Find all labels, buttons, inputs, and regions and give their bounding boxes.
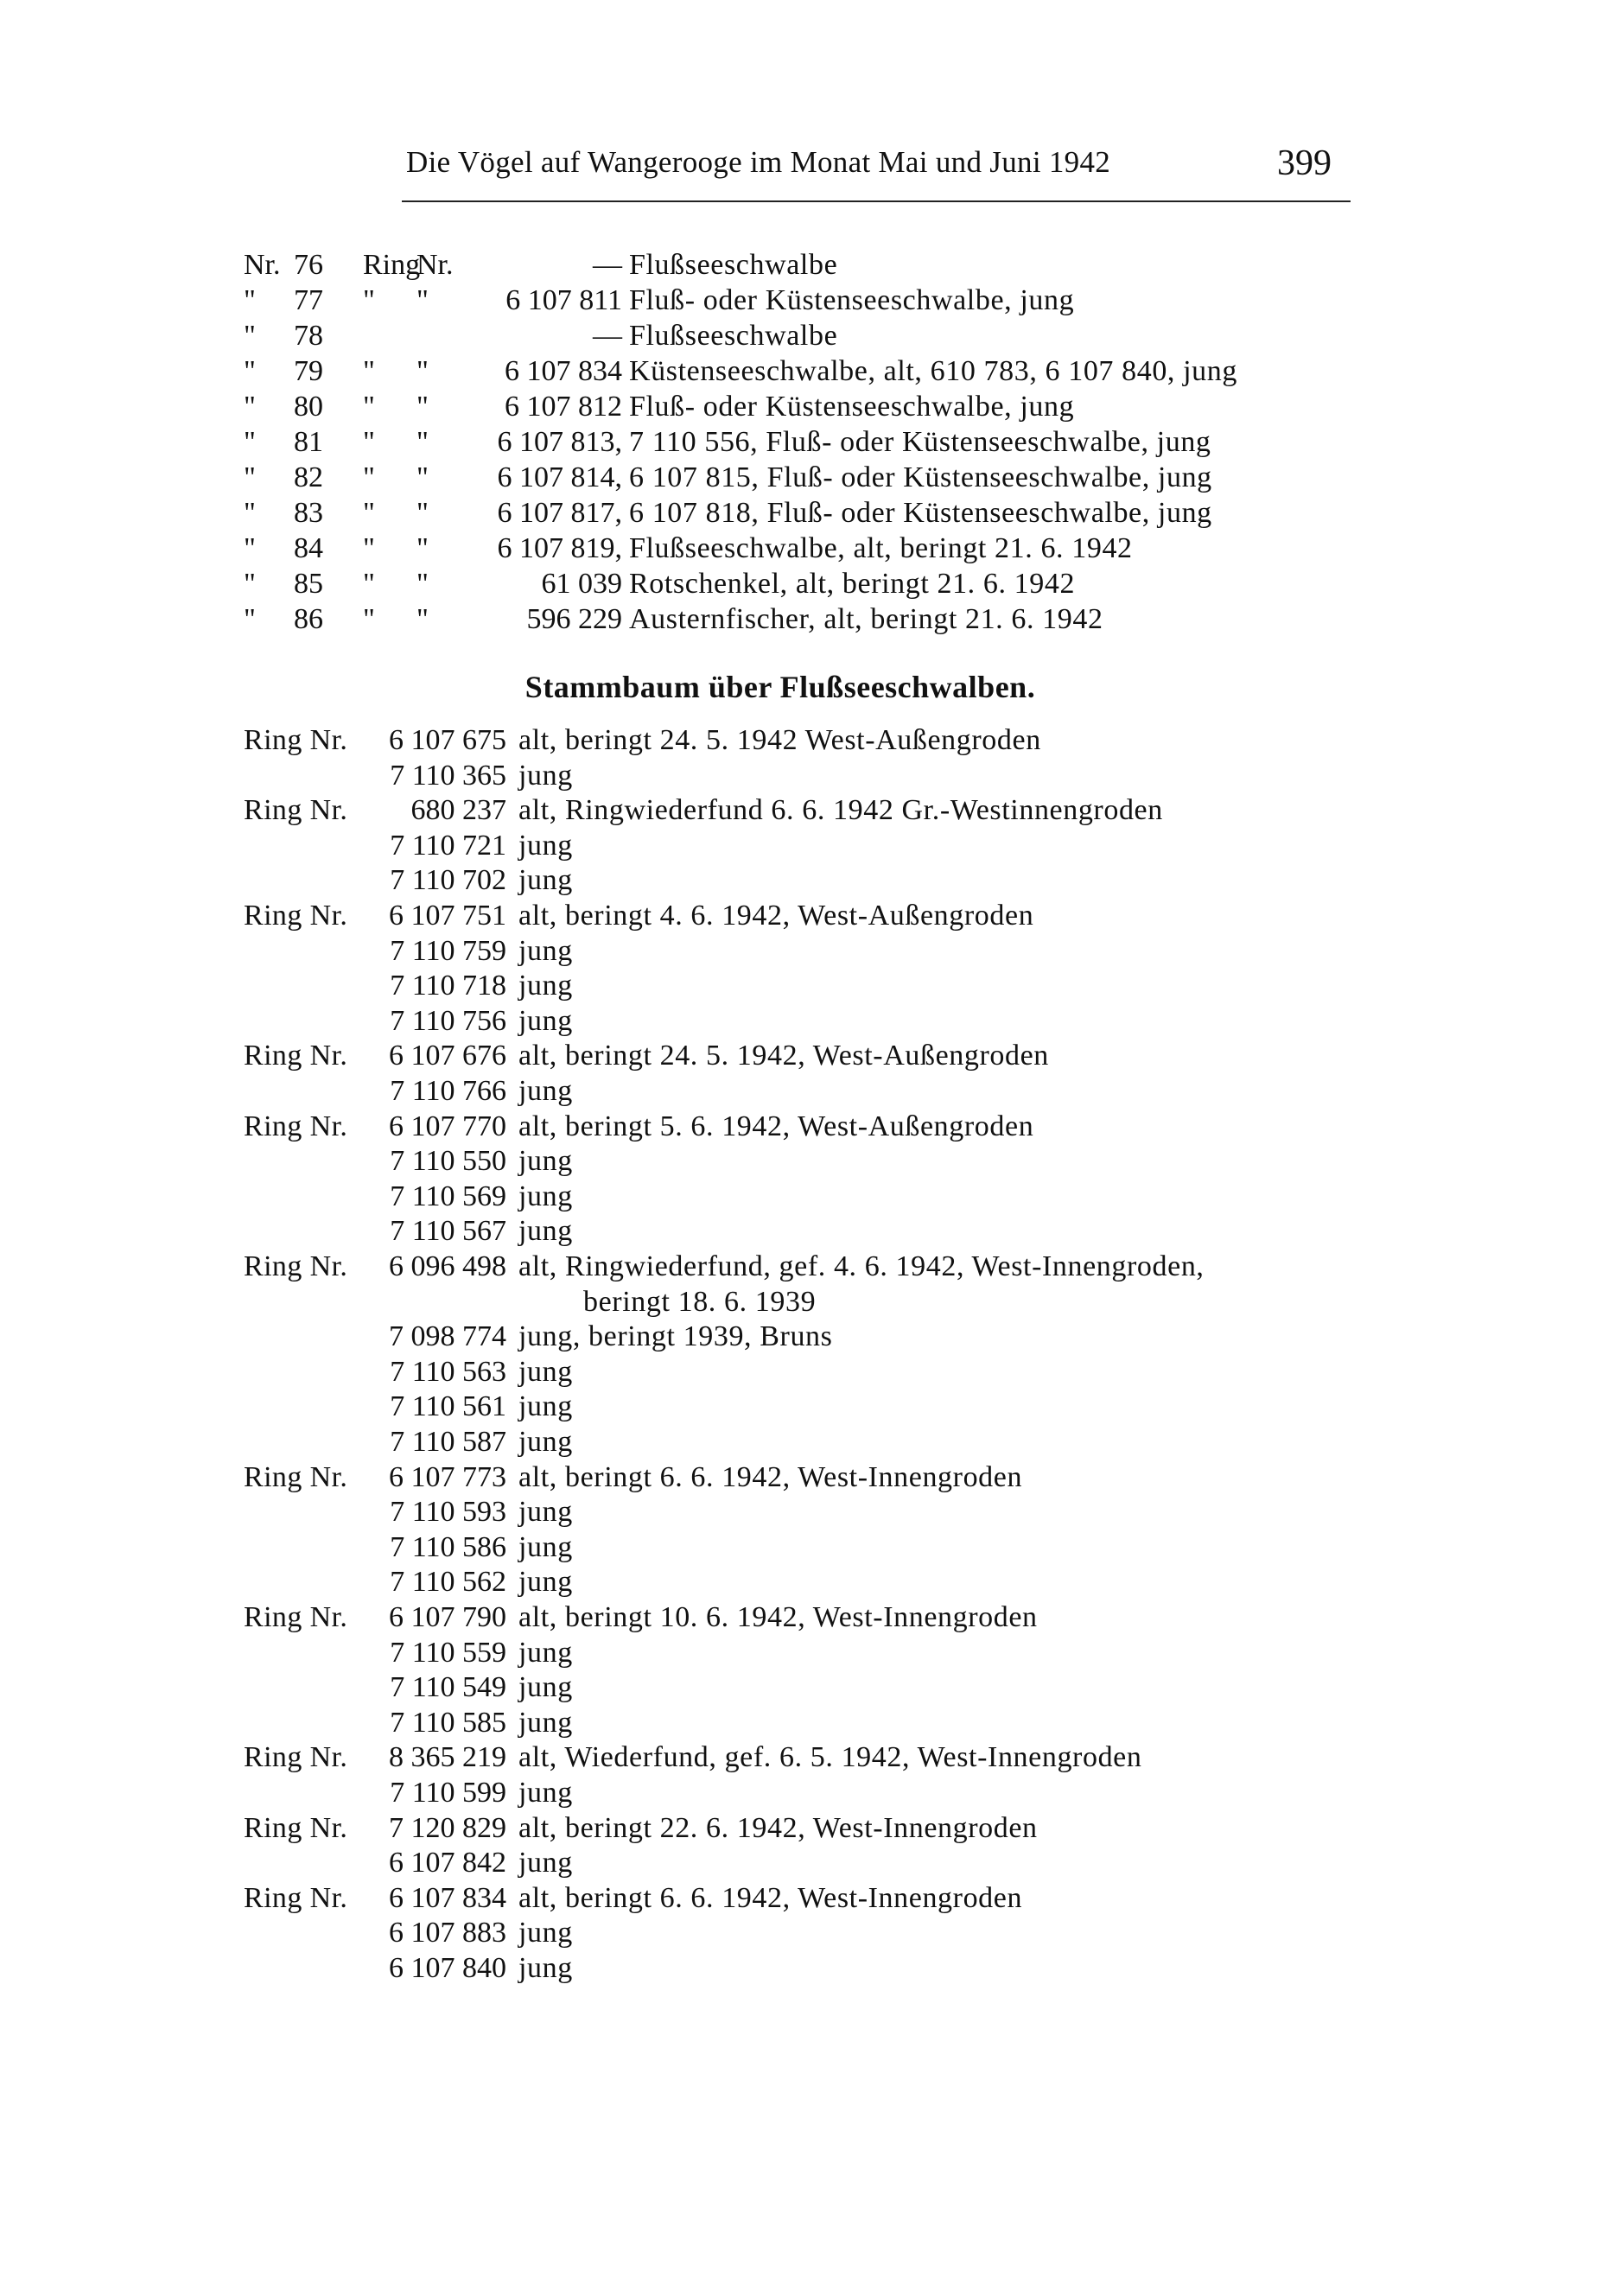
tree-note: jung [518, 1952, 573, 1984]
tree-ring-number: 8 365 219 [389, 1741, 506, 1773]
tree-ring-number: 7 110 721 [390, 830, 506, 862]
tree-ring-number: 6 107 675 [389, 724, 506, 756]
entry-ring-nr-label: " [416, 497, 429, 529]
entry-ring-label: " [363, 284, 375, 316]
entry-ring-label: Ring [363, 249, 421, 281]
tree-note: jung [518, 970, 573, 1002]
tree-note: jung [518, 1180, 573, 1212]
entry-description: Austernfischer, alt, beringt 21. 6. 1942 [629, 603, 1103, 635]
tree-ring-number: 7 110 599 [390, 1777, 506, 1809]
section-heading [0, 669, 1602, 705]
tree-ring-label: Ring Nr. [244, 794, 348, 826]
tree-note: beringt 18. 6. 1939 [583, 1286, 817, 1318]
tree-ring-number: 7 110 759 [390, 935, 506, 967]
tree-ring-number: 6 107 676 [389, 1040, 506, 1072]
tree-note: jung, beringt 1939, Bruns [518, 1320, 833, 1352]
tree-note: jung [518, 760, 573, 792]
tree-ring-number: 7 110 550 [390, 1145, 506, 1177]
entry-ring-label: " [363, 568, 375, 600]
entry-ring-label: " [363, 391, 375, 423]
tree-ring-number: 6 107 790 [389, 1601, 506, 1633]
entry-description: Flußseeschwalbe [629, 320, 838, 352]
tree-note: alt, Wiederfund, gef. 6. 5. 1942, West-Innengroden [518, 1741, 1142, 1773]
entry-prefix: " [244, 603, 256, 635]
tree-ring-number: 6 107 770 [389, 1110, 506, 1142]
tree-ring-label: Ring Nr. [244, 1110, 348, 1142]
tree-ring-number: 7 110 562 [390, 1566, 506, 1598]
entry-number: 84 [294, 532, 323, 564]
tree-ring-number: 7 110 365 [390, 760, 506, 792]
header-divider [402, 200, 1351, 202]
entry-description: Küstenseeschwalbe, alt, 610 783, 6 107 840, jung [629, 355, 1237, 387]
tree-ring-number: 6 107 840 [389, 1952, 506, 1984]
tree-ring-number: 6 107 751 [389, 900, 506, 932]
entry-ring-nr-label: " [416, 603, 429, 635]
tree-ring-label: Ring Nr. [244, 1461, 348, 1493]
entry-ring-code: 6 107 817, [497, 497, 622, 529]
entry-ring-label: " [363, 497, 375, 529]
tree-note: jung [518, 935, 573, 967]
tree-note: jung [518, 1215, 573, 1247]
entry-ring-label: " [363, 461, 375, 493]
tree-note: alt, beringt 6. 6. 1942, West-Innengroden [518, 1882, 1023, 1914]
tree-note: jung [518, 1145, 573, 1177]
entry-ring-label: " [363, 355, 375, 387]
entry-prefix: Nr. [244, 249, 281, 281]
tree-ring-number: 6 107 834 [389, 1882, 506, 1914]
entry-description: Flußseeschwalbe [629, 249, 838, 281]
tree-note: alt, beringt 24. 5. 1942, West-Außengroden [518, 1040, 1049, 1072]
tree-ring-label: Ring Nr. [244, 1250, 348, 1282]
tree-ring-label: Ring Nr. [244, 1812, 348, 1844]
section-heading-text: Stammbaum über Flußseeschwalben. [524, 670, 1036, 704]
entry-prefix: " [244, 391, 256, 423]
tree-note: alt, beringt 6. 6. 1942, West-Innengroden [518, 1461, 1023, 1493]
tree-ring-number: 7 110 756 [390, 1005, 506, 1037]
tree-ring-label: Ring Nr. [244, 724, 348, 756]
tree-note: jung [518, 1356, 573, 1388]
tree-note: jung [518, 1917, 573, 1949]
entry-number: 83 [294, 497, 323, 529]
entry-description: Rotschenkel, alt, beringt 21. 6. 1942 [629, 568, 1076, 600]
tree-ring-number: 7 110 559 [390, 1637, 506, 1669]
entry-number: 76 [294, 249, 323, 281]
entry-prefix: " [244, 461, 256, 493]
entry-ring-nr-label: Nr. [416, 249, 454, 281]
entry-ring-nr-label: " [416, 461, 429, 493]
tree-ring-label: Ring Nr. [244, 1601, 348, 1633]
tree-ring-number: 6 107 842 [389, 1847, 506, 1879]
tree-note: jung [518, 1847, 573, 1879]
tree-note: jung [518, 1777, 573, 1809]
tree-note: alt, beringt 10. 6. 1942, West-Innengroden [518, 1601, 1038, 1633]
entry-description: Fluß- oder Küstenseeschwalbe, jung [629, 284, 1075, 316]
entry-prefix: " [244, 284, 256, 316]
tree-note: jung [518, 864, 573, 896]
entry-ring-code: — [593, 320, 622, 352]
entry-ring-nr-label: " [416, 391, 429, 423]
tree-note: jung [518, 1637, 573, 1669]
tree-ring-number: 6 096 498 [389, 1250, 506, 1282]
tree-note: alt, Ringwiederfund 6. 6. 1942 Gr.-Westinnengroden [518, 794, 1163, 826]
entry-ring-nr-label: " [416, 532, 429, 564]
entry-number: 77 [294, 284, 323, 316]
tree-ring-label: Ring Nr. [244, 1040, 348, 1072]
tree-note: alt, beringt 5. 6. 1942, West-Außengroden [518, 1110, 1034, 1142]
entry-number: 81 [294, 426, 323, 458]
tree-note: jung [518, 1075, 573, 1107]
tree-ring-number: 7 110 569 [390, 1180, 506, 1212]
tree-ring-number: 7 120 829 [389, 1812, 506, 1844]
entry-ring-code: 6 107 811 [505, 284, 622, 316]
tree-ring-number: 7 110 587 [390, 1426, 506, 1458]
tree-note: jung [518, 830, 573, 862]
tree-ring-number: 7 110 766 [390, 1075, 506, 1107]
entry-prefix: " [244, 532, 256, 564]
entry-ring-code: — [593, 249, 622, 281]
tree-ring-number: 7 110 549 [390, 1671, 506, 1703]
tree-ring-number: 6 107 773 [389, 1461, 506, 1493]
tree-ring-label: Ring Nr. [244, 1882, 348, 1914]
tree-note: jung [518, 1531, 573, 1563]
tree-ring-number: 680 237 [410, 794, 506, 826]
entry-ring-code: 6 107 819, [497, 532, 622, 564]
entry-ring-nr-label: " [416, 284, 429, 316]
tree-note: alt, Ringwiederfund, gef. 4. 6. 1942, West-Innengroden, [518, 1250, 1205, 1282]
tree-note: jung [518, 1426, 573, 1458]
entry-description: Fluß- oder Küstenseeschwalbe, jung [629, 391, 1075, 423]
entry-ring-code: 596 229 [526, 603, 622, 635]
tree-note: jung [518, 1496, 573, 1528]
entry-prefix: " [244, 568, 256, 600]
tree-ring-label: Ring Nr. [244, 1741, 348, 1773]
entry-number: 78 [294, 320, 323, 352]
tree-note: jung [518, 1566, 573, 1598]
entry-prefix: " [244, 497, 256, 529]
entry-ring-code: 6 107 834 [505, 355, 622, 387]
tree-ring-number: 7 110 586 [390, 1531, 506, 1563]
entry-prefix: " [244, 320, 256, 352]
tree-note: jung [518, 1671, 573, 1703]
entry-description: 6 107 818, Fluß- oder Küstenseeschwalbe, jung [629, 497, 1212, 529]
tree-note: jung [518, 1707, 573, 1739]
entry-ring-nr-label: " [416, 355, 429, 387]
tree-ring-number: 7 110 563 [390, 1356, 506, 1388]
entry-description: Flußseeschwalbe, alt, beringt 21. 6. 1942 [629, 532, 1133, 564]
entry-number: 82 [294, 461, 323, 493]
entry-ring-nr-label: " [416, 568, 429, 600]
entry-description: 6 107 815, Fluß- oder Küstenseeschwalbe, jung [629, 461, 1212, 493]
running-header-title: Die Vögel auf Wangerooge im Monat Mai und Juni 1942 [406, 145, 1111, 179]
entry-description: 7 110 556, Fluß- oder Küstenseeschwalbe, jung [629, 426, 1211, 458]
tree-note: jung [518, 1005, 573, 1037]
tree-ring-number: 7 110 561 [390, 1390, 506, 1422]
entry-ring-label: " [363, 426, 375, 458]
entry-ring-code: 61 039 [541, 568, 622, 600]
entry-number: 80 [294, 391, 323, 423]
entry-prefix: " [244, 426, 256, 458]
entry-number: 79 [294, 355, 323, 387]
entry-prefix: " [244, 355, 256, 387]
page-number: 399 [1277, 143, 1332, 183]
entry-number: 86 [294, 603, 323, 635]
tree-ring-number: 7 110 702 [390, 864, 506, 896]
tree-note: jung [518, 1390, 573, 1422]
tree-ring-number: 7 110 593 [390, 1496, 506, 1528]
entry-ring-code: 6 107 812 [505, 391, 622, 423]
entry-ring-label: " [363, 532, 375, 564]
tree-ring-label: Ring Nr. [244, 900, 348, 932]
entry-ring-code: 6 107 814, [497, 461, 622, 493]
tree-ring-number: 7 110 585 [390, 1707, 506, 1739]
tree-note: alt, beringt 22. 6. 1942, West-Innengroden [518, 1812, 1038, 1844]
tree-ring-number: 7 098 774 [389, 1320, 506, 1352]
entry-ring-label: " [363, 603, 375, 635]
entry-ring-code: 6 107 813, [497, 426, 622, 458]
tree-note: alt, beringt 4. 6. 1942, West-Außengroden [518, 900, 1034, 932]
tree-ring-number: 7 110 567 [390, 1215, 506, 1247]
tree-ring-number: 6 107 883 [389, 1917, 506, 1949]
tree-note: alt, beringt 24. 5. 1942 West-Außengroden [518, 724, 1041, 756]
entry-number: 85 [294, 568, 323, 600]
entry-ring-nr-label: " [416, 426, 429, 458]
tree-ring-number: 7 110 718 [390, 970, 506, 1002]
